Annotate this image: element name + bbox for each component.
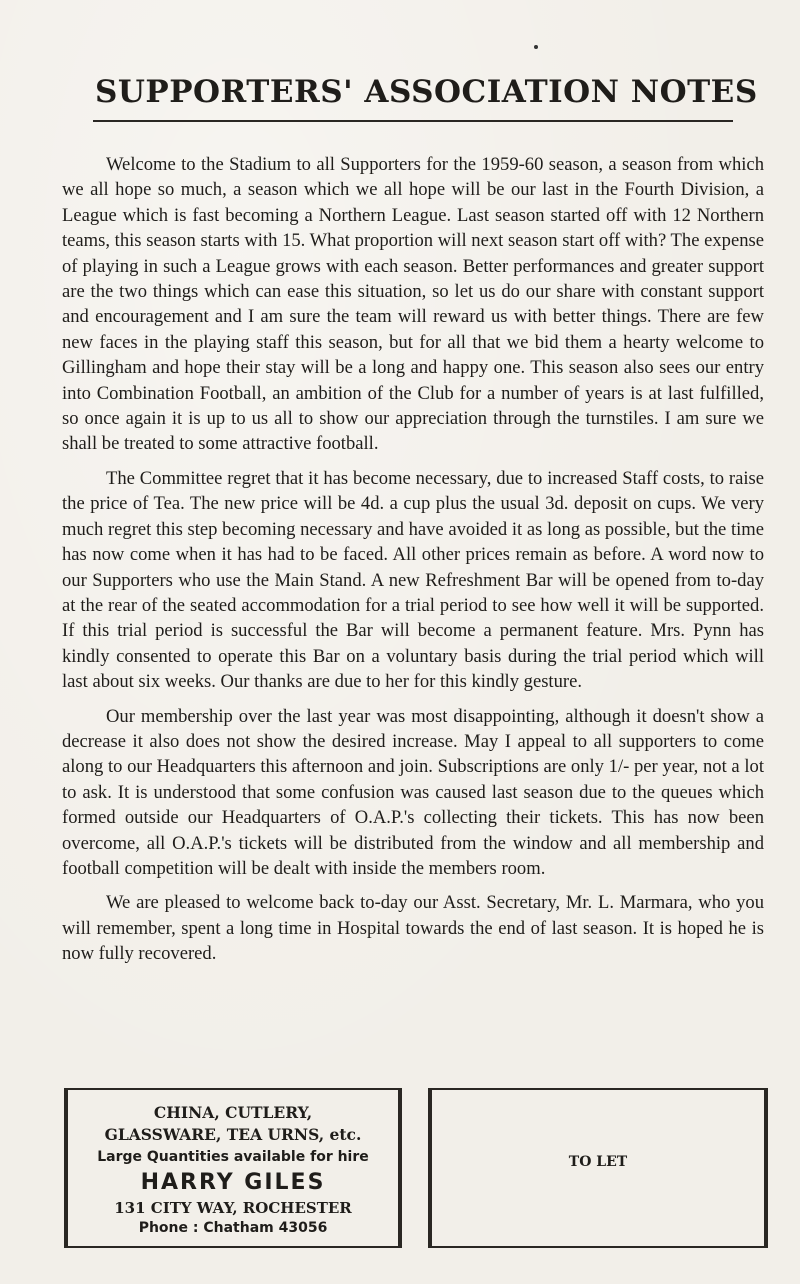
title-underline [93, 120, 733, 122]
paragraph-tea-prices: The Committee regret that it has become necessary, due to increased Staff costs, to raise the price of Tea. The new price will be 4d. a cup plus the usual 3d. deposit on cups. We very much regret this step becoming necessary and have avoided it as long as possible, but the time has now come when it has had to be faced. All other prices remain as before. A word now to our Supporters who use the Main Stand. A new Refreshment Bar will be opened from to-day at the rear of the seated accommodation for a trial period to see how well it will be supported. If this trial period is successful the Bar will become a permanent feature. Mrs. Pynn has kindly consented to operate this Bar on a voluntary basis during the trial period which will last about six weeks. Our thanks are due to her for this kindly gesture. [62, 467, 764, 693]
paragraph-membership: Our membership over the last year was most disappointing, although it doesn't show a decrease it also does not show the desired increase. May I appeal to all supporters to come along to our Headquarters this afternoon and join. Subscriptions are only 1/- per year, not a lot to ask. It is understood that some confusion was caused last season due to the queues which formed outside our Headquarters of O.A.P.'s collecting their tickets. This has now been overcome, all O.A.P.'s tickets will be distributed from the window and all membership and football competition will be dealt with inside the members room. [62, 705, 764, 879]
advert-phone: Phone : Chatham 43056 [138, 1220, 328, 1236]
page-title: SUPPORTERS' ASSOCIATION NOTES [95, 74, 758, 110]
advert-address: 131 CITY WAY, ROCHESTER [114, 1199, 352, 1217]
notes-body [62, 152, 764, 976]
paragraph-secretary: We are pleased to welcome back to-day our Asst. Secretary, Mr. L. Marmara, who you will remember, spent a long time in Hospital towards the end of last season. It is hoped he is now fully recovered. [62, 892, 764, 965]
paragraph-welcome: Welcome to the Stadium to all Supporters for the 1959-60 season, a season from which we all hope so much, a season which we all hope will be our last in the Fourth Division, a League which is fast becoming a Northern League. Last season started off with 12 Northern teams, this season starts with 15. What proportion will next season start off with? The expense of playing in such a League grows with each season. Better performances and greater support are the two things which can ease this situation, so let us do our share with constant support and encouragement and I am sure the team will reward us with better things. There are few new faces in the playing staff this season, but for all that we bid them a hearty welcome to Gillingham and hope their stay will be a long and happy one. This season also sees our entry into Combination Football, an ambition of the Club for a number of years is at last fulfilled, so once again it is up to us all to show our appreciation through the turnstiles. I am sure we shall be treated to some attractive football. [62, 154, 764, 455]
advert-line-3: Large Quantities available for hire [97, 1149, 369, 1165]
advert-line-1: CHINA, CUTLERY, [153, 1103, 313, 1122]
to-let-advert-box [428, 1088, 768, 1248]
advert-line-2: GLASSWARE, TEA URNS, etc. [104, 1125, 362, 1144]
harry-giles-advert [64, 1088, 402, 1248]
ink-speck [534, 45, 538, 49]
advert-name: HARRY GILES [140, 1170, 326, 1195]
to-let-label: TO LET [568, 1154, 628, 1170]
